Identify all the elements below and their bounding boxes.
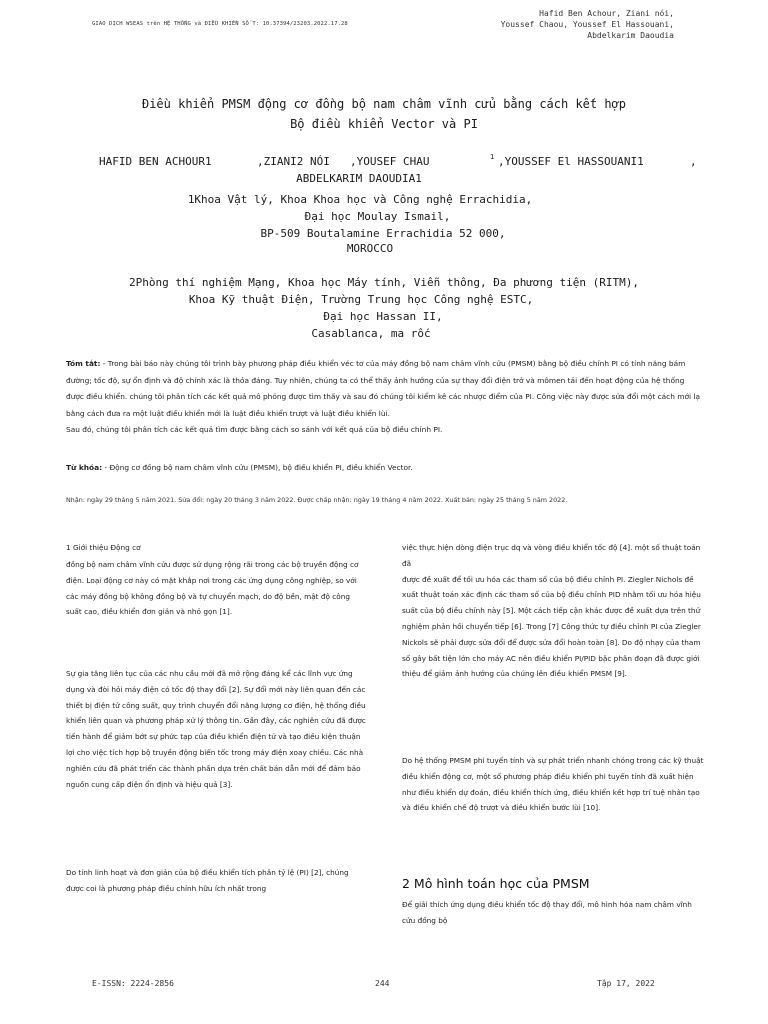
- body-paragraph: Để giải thích ứng dụng điều khiển tốc độ thay đổi, mô hình hóa nam châm vĩnh cửu đồng bộ: [402, 900, 692, 925]
- abstract: [66, 356, 702, 439]
- footer-issn: E-ISSN: 2224-2856: [92, 979, 174, 988]
- running-authors-line: Youssef Chaou, Youssef El Hassouani,: [500, 20, 674, 29]
- affiliation-2: [0, 274, 768, 342]
- journal-header: GIAO DỊCH WSEAS trên HỆ THỐNG và ĐIỀU KHIỂN SỐ T: 10.37394/23203.2022.17.28: [92, 21, 348, 27]
- affiliation-line: MOROCCO: [346, 242, 394, 255]
- author-name: ,YOUSEF CHAU: [350, 155, 430, 168]
- affiliation-line: Khoa Kỹ thuật Điện, Trường Trung học Công nghệ ESTC,: [188, 293, 534, 306]
- body-paragraph: Do hệ thống PMSM phi tuyến tính và sự phát triển nhanh chóng trong các kỹ thuật điều khiển động cơ, một số phương pháp điều khiển phi tuyến tính đã xuất hiện như điều khiển dự đoán, điều khiển thích ứng, điều khiển kết hợp trí tuệ nhân tạo và điều khiển chế độ trượt và điều khiển bước lùi [10].: [402, 756, 704, 813]
- body-paragraph-part: được đề xuất để tối ưu hóa các tham số của bộ điều chỉnh PI. Ziegler Nichols đề xuất thuật toán xác định các tham số của bộ điều chỉnh PID nhằm tối ưu hóa hiệu suất của bộ điều chỉnh này [5]. Một cách tiếp cận khác được đề xuất dựa trên thử nghiệm phản hồi chuyển tiếp [6]. Trong [7] Công thức tự điều chỉnh PI của Ziegler Nickols sẽ phải được sửa đổi để được sửa đổi hoàn toàn [8]. Do độ nhạy của tham số gây bất tiện lớn cho máy AC nên điều khiển PI/PID bậc phân đoạn đã được giới thiệu để giảm ảnh hưởng của chúng lên điều khiển PMSM [9].: [402, 574, 701, 679]
- keywords: [66, 463, 702, 472]
- affiliation-line: Đại học Moulay Ismail,: [304, 210, 451, 223]
- page-number: 244: [375, 979, 390, 988]
- author-name: ,ZIANI2 NÓI: [257, 155, 330, 168]
- running-authors: [454, 8, 674, 41]
- abstract-text: - Trong bài báo này chúng tôi trình bày phương pháp điều khiển véc tơ của máy đồng bộ nam châm vĩnh cửu (PMSM) bằng bộ điều chỉnh PI có tính năng bám đường; tốc độ, sự ổn định và độ chính xác là thỏa đáng. Tuy nhiên, chúng ta có thể thấy ảnh hưởng của sự thay đổi điện trở và mômen tải đến hoạt động của hệ thống được điều khiển. chúng tôi phân tích các kết quả mô phỏng được tìm thấy và sau đó chúng tôi kiểm kê các nhược điểm của PI. Công việc này được sửa đổi một cách mới lạ bằng cách đưa ra một luật điều khiển mới là luật điều khiển trượt và luật điều khiển lùi.: [66, 359, 700, 418]
- section-heading: 2 Mô hình toán học của PMSM: [402, 876, 590, 891]
- author-name: ,YOUSSEF El HASSOUANI1: [498, 155, 644, 168]
- footer-volume: Tập 17, 2022: [597, 979, 655, 988]
- author-name: HAFID BEN ACHOUR1: [99, 155, 212, 168]
- running-authors-line: Abdelkarim Daoudia: [587, 31, 674, 40]
- author-list: [0, 153, 768, 187]
- abstract-paragraph: Sau đó, chúng tôi phân tích các kết quả tìm được bằng cách so sánh với kết quả của bộ điều chỉnh PI.: [66, 425, 443, 434]
- section-heading: 1 Giới thiệu Động cơ: [66, 543, 141, 552]
- affiliation-line: 1Khoa Vật lý, Khoa Khoa học và Công nghệ Errachidia,: [187, 193, 533, 206]
- title-line: Bộ điều khiển Vector và PI: [290, 117, 478, 131]
- author-separator: ,: [690, 155, 697, 168]
- affiliation-line: Đại học Hassan II,: [323, 310, 443, 323]
- affiliation-1: [0, 191, 768, 255]
- affiliation-line: Casablanca, ma rốc: [311, 327, 431, 340]
- body-paragraph: [402, 540, 704, 682]
- body-paragraph: đồng bộ nam châm vĩnh cửu được sử dụng rộng rãi trong các bộ truyền động cơ điện. Loại động cơ này có mặt khắp nơi trong các ứng dụng công nghiệp, so với các máy đồng bộ không đồng bộ và tự chuyển mạch, do độ bền, mật độ công suất cao, điều khiển đơn giản và nhỏ gọn [1].: [66, 560, 359, 617]
- body-paragraph: Sự gia tăng liên tục của các nhu cầu mới đã mở rộng đáng kể các lĩnh vực ứng dụng và đòi hỏi máy điện có tốc độ thay đổi [2]. Sự đổi mới này liên quan đến các thiết bị điện tử công suất, quy trình chuyển đổi năng lượng cơ điện, hệ thống điều khiển liên quan và phương pháp xử lý thông tin. Gần đây, các nghiên cứu đã được tiến hành để giảm bớt sự phức tạp của điều khiển điện tử và tạo điều kiện thuận lợi cho việc tích hợp bộ truyền động biến tốc trong máy điện xoay chiều. Các nhà nghiên cứu đã phát triển các thành phần dựa trên chất bán dẫn mới để đảm bảo nguồn cung cấp điện ổn định và hiệu quả [3].: [66, 669, 366, 789]
- author-name: ABDELKARIM DAOUDIA1: [296, 172, 422, 185]
- body-paragraph-part: việc thực hiện dòng điện trục dq và vòng điều khiển tốc độ [4]. một số thuật toán đã: [402, 543, 701, 568]
- paper-title: [0, 94, 768, 134]
- keywords-label: Từ khóa:: [66, 463, 103, 472]
- keywords-text: - Động cơ đồng bộ nam châm vĩnh cửu (PMSM), bộ điều khiển PI, điều khiển Vector.: [102, 463, 413, 472]
- abstract-paragraph: [66, 356, 702, 422]
- running-authors-line: Hafid Ben Achour, Ziani nói,: [539, 9, 674, 18]
- publication-dates: Nhận: ngày 29 tháng 5 năm 2021. Sửa đổi: ngày 20 tháng 3 năm 2022. Được chấp nhận: ngày 19 tháng 4 năm 2022. Xuất bản: ngày 25 tháng 5 năm 2022.: [66, 496, 568, 504]
- body-paragraph: Do tính linh hoạt và đơn giản của bộ điều khiển tích phân tỷ lệ (PI) [2], chúng được coi là phương pháp điều chỉnh hữu ích nhất trong: [66, 868, 349, 893]
- author-superscript: 1: [490, 153, 495, 161]
- title-line: Điều khiển PMSM động cơ đồng bộ nam châm vĩnh cửu bằng cách kết hợp: [141, 97, 627, 111]
- affiliation-line: 2Phòng thí nghiệm Mạng, Khoa học Máy tính, Viễn thông, Đa phương tiện (RITM),: [129, 276, 639, 289]
- abstract-label: Tóm tắt:: [66, 359, 101, 368]
- affiliation-line: BP-509 Boutalamine Errachidia 52 000,: [260, 227, 506, 240]
